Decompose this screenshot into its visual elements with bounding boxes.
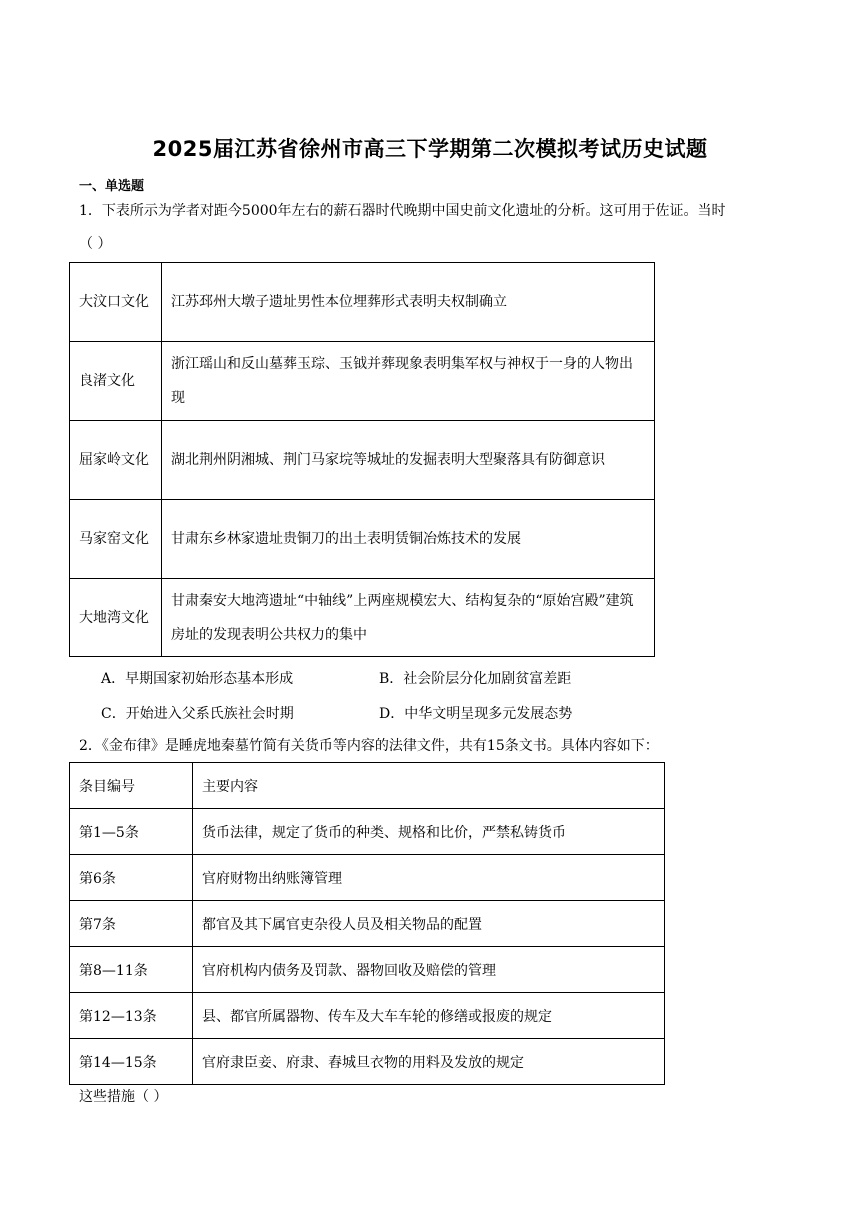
analysis-cell: 甘肃秦安大地湾遗址“中轴线”上两座规模宏大、结构复杂的“原始宫殿”建筑房址的发现表明公共权力的集中 — [162, 579, 655, 657]
article-number-cell: 第12—13条 — [70, 993, 193, 1039]
table-row — [70, 993, 665, 1039]
table-row — [70, 901, 665, 947]
article-number-cell: 第6条 — [70, 855, 193, 901]
analysis-cell: 浙江瑶山和反山墓葬玉琮、玉钺并葬现象表明集军权与神权于一身的人物出现 — [162, 342, 655, 421]
content-cell: 官府财物出纳账簿管理 — [193, 855, 665, 901]
article-number-cell: 第8—11条 — [70, 947, 193, 993]
table-row — [70, 579, 655, 657]
analysis-cell: 甘肃东乡林家遗址贵铜刀的出土表明赁铜冶炼技术的发展 — [162, 500, 655, 579]
option-b[interactable]: B．社会阶层分化加剧贫富差距 — [379, 671, 572, 687]
question-2-stem: 2．《金布律》是睡虎地秦墓竹简有关货币等内容的法律文件，共有15条文书。具体内容如下： — [79, 738, 659, 754]
culture-cell: 屈家岭文化 — [70, 421, 162, 500]
question-1-answer-blank: （ ） — [79, 236, 112, 252]
content-cell: 都官及其下属官吏杂役人员及相关物品的配置 — [193, 901, 665, 947]
option-d[interactable]: D．中华文明呈现多元发展态势 — [379, 706, 573, 722]
content-cell: 官府隶臣妾、府隶、舂城旦衣物的用料及发放的规定 — [193, 1039, 665, 1085]
question-2-table — [69, 762, 665, 1085]
question-1-table — [69, 262, 655, 657]
content-cell: 货币法律，规定了货币的种类、规格和比价，严禁私铸货币 — [193, 809, 665, 855]
question-1-stem: 1．下表所示为学者对距今5000年左右的薪石器时代晚期中国史前文化遗址的分析。这可用于佐证。当时 — [79, 203, 726, 219]
section-heading: 一、单选题 — [79, 179, 145, 194]
article-number-cell: 第7条 — [70, 901, 193, 947]
table-row — [70, 809, 665, 855]
analysis-cell: 江苏邳州大墩子遗址男性本位埋葬形式表明夫权制确立 — [162, 263, 655, 342]
table-row — [70, 263, 655, 342]
analysis-cell: 湖北荆州阴湘城、荆门马家垸等城址的发掘表明大型聚落具有防御意识 — [162, 421, 655, 500]
header-cell: 条目编号 — [70, 763, 193, 809]
table-row — [70, 947, 665, 993]
page-title: 2025届江苏省徐州市高三下学期第二次模拟考试历史试题 — [152, 137, 708, 161]
culture-cell: 大汶口文化 — [70, 263, 162, 342]
table-row — [70, 1039, 665, 1085]
table-row — [70, 500, 655, 579]
table-header-row — [70, 763, 665, 809]
culture-cell: 大地湾文化 — [70, 579, 162, 657]
table-row — [70, 421, 655, 500]
question-2-followup: 这些措施（ ） — [79, 1089, 168, 1105]
option-c[interactable]: C．开始进入父系氏族社会时期 — [101, 706, 294, 722]
table-row — [70, 855, 665, 901]
culture-cell: 马家窑文化 — [70, 500, 162, 579]
content-cell: 官府机构内债务及罚款、器物回收及赔偿的管理 — [193, 947, 665, 993]
article-number-cell: 第14—15条 — [70, 1039, 193, 1085]
article-number-cell: 第1—5条 — [70, 809, 193, 855]
content-cell: 县、都官所属器物、传车及大车车轮的修缮或报废的规定 — [193, 993, 665, 1039]
option-a[interactable]: A．早期国家初始形态基本形成 — [101, 671, 294, 687]
culture-cell: 良渚文化 — [70, 342, 162, 421]
table-row — [70, 342, 655, 421]
header-cell: 主要内容 — [193, 763, 665, 809]
